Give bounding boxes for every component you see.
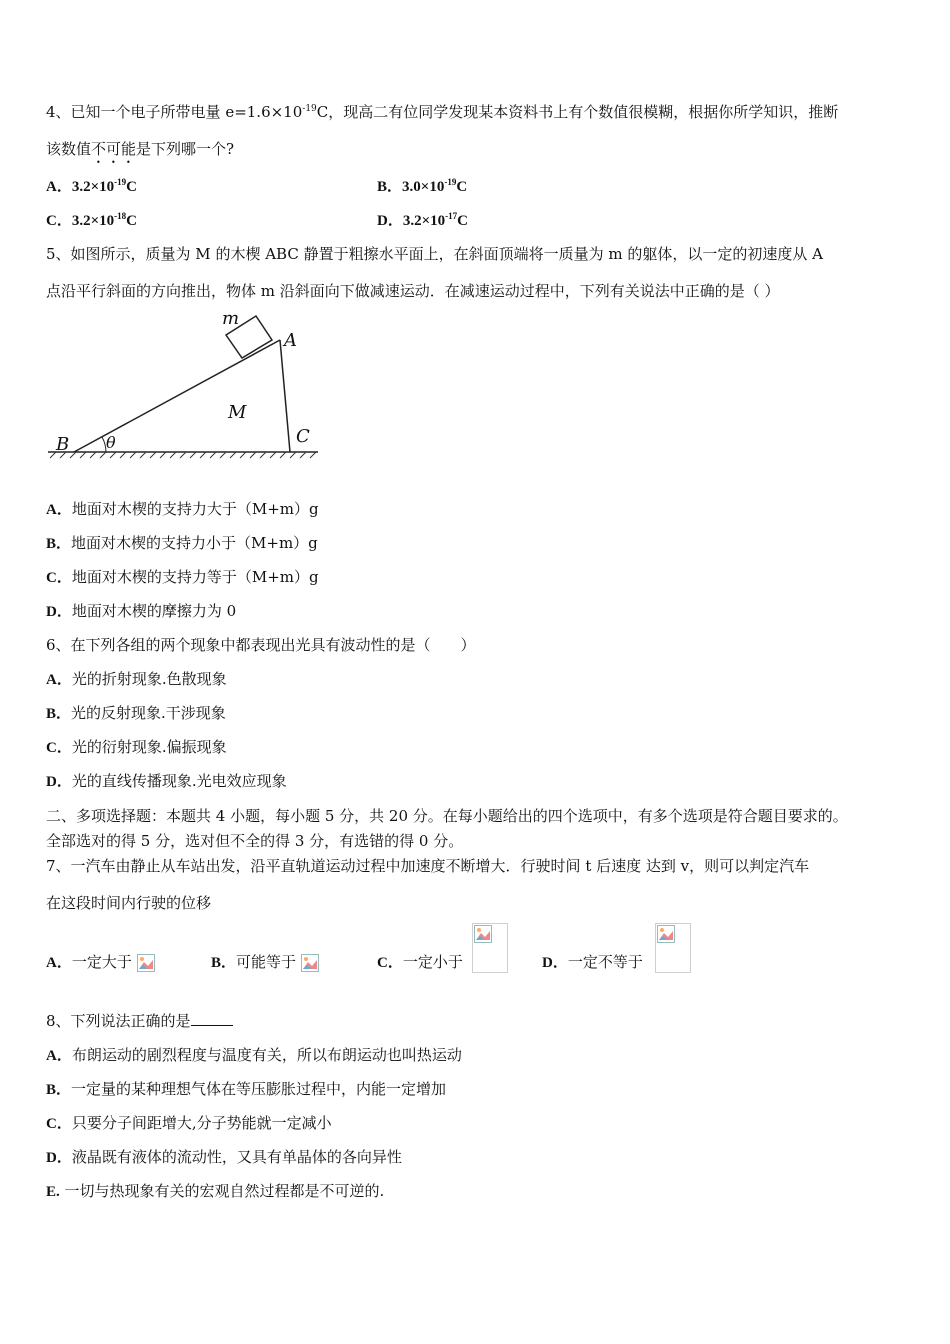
q8-option-d: D．液晶既有液体的流动性，又具有单晶体的各向异性 — [46, 1148, 402, 1166]
q4-stem-line2: 该数值不可能是下列哪一个? — [46, 140, 235, 158]
q5-option-a: A．地面对木楔的支持力大于（M+m）g — [46, 500, 319, 518]
broken-image-placeholder-d — [655, 923, 691, 973]
q4-stem-line1: 4、已知一个电子所带电量 $e=1.6\times 10^{-19}C$，现高二有位同学发现某本资料书上有个数值很模糊，根据你所学知识，推断 — [46, 103, 839, 121]
q7-stem-line1: 7、一汽车由静止从车站出发，沿平直轨道运动过程中加速度不断增大．行驶时间 t 后速度 达到 v，则可以判定汽车 — [46, 857, 810, 875]
label-b: B — [56, 434, 70, 455]
q8-option-e: E. 一切与热现象有关的宏观自然过程都是不可逆的. — [46, 1182, 385, 1200]
label-big-m: M — [228, 402, 247, 423]
q5-option-d: D．地面对木楔的摩擦力为 0 — [46, 602, 237, 620]
ground-hatching — [50, 452, 316, 458]
q4-option-c: C．$3.2\times 10^{-18}C$ — [46, 211, 137, 229]
q4-option-b: B．$3.0\times 10^{-19}C$ — [377, 177, 468, 195]
q5-option-b: B．地面对木楔的支持力小于（M+m）g — [46, 534, 318, 552]
q8-option-a: A．布朗运动的剧烈程度与温度有关，所以布朗运动也叫热运动 — [46, 1046, 462, 1064]
broken-image-icon — [301, 954, 319, 972]
broken-image-icon — [474, 925, 492, 943]
q4-option-a: A．$3.2\times 10^{-19}C$ — [46, 177, 137, 195]
label-theta: θ — [106, 433, 116, 452]
q8-option-c: C．只要分子间距增大,分子势能就一定减小 — [46, 1114, 332, 1132]
emphasis-dots-text: 不可能 — [91, 140, 137, 158]
label-m: m — [222, 308, 240, 329]
q5-stem-line2: 点沿平行斜面的方向推出，物体 m 沿斜面向下做减速运动．在减速运动过程中，下列有关说法中正确的是（ ） — [46, 282, 780, 300]
wedge-figure — [44, 308, 324, 468]
q7-option-d: D．一定不等于 — [542, 953, 643, 971]
q7-option-c: C．一定小于 — [377, 953, 463, 971]
q8-option-b: B．一定量的某种理想气体在等压膨胀过程中，内能一定增加 — [46, 1080, 447, 1098]
q7-option-b: B．可能等于 — [211, 952, 319, 973]
q6-option-b: B．光的反射现象.干涉现象 — [46, 704, 226, 722]
q7-stem-line2: 在这段时间内行驶的位移 — [46, 894, 212, 912]
q6-option-d: D．光的直线传播现象.光电效应现象 — [46, 772, 287, 790]
q6-option-c: C．光的衍射现象.偏振现象 — [46, 738, 227, 756]
section2-line1: 二、多项选择题：本题共 4 小题，每小题 5 分，共 20 分。在每小题给出的四个选项中，有多个选项是符合题目要求的。 — [46, 807, 848, 825]
label-c: C — [296, 426, 310, 447]
q7-option-a: A．一定大于 — [46, 952, 155, 973]
side-ac — [280, 340, 290, 452]
incline-ab — [74, 340, 280, 452]
q6-stem: 6、在下列各组的两个现象中都表现出光具有波动性的是（ ） — [46, 636, 476, 654]
section2-line2: 全部选对的得 5 分，选对但不全的得 3 分，有选错的得 0 分。 — [46, 832, 464, 850]
q5-option-c: C．地面对木楔的支持力等于（M+m）g — [46, 568, 319, 586]
q5-stem-line1: 5、如图所示，质量为 M 的木楔 ABC 静置于粗擦水平面上，在斜面顶端将一质量为 m 的躯体，以一定的初速度从 A — [46, 245, 823, 263]
broken-image-icon — [657, 925, 675, 943]
broken-image-icon — [137, 954, 155, 972]
q6-option-a: A．光的折射现象.色散现象 — [46, 670, 227, 688]
broken-image-placeholder-c — [472, 923, 508, 973]
q8-stem: 8、下列说法正确的是 — [46, 1011, 233, 1031]
label-a: A — [284, 330, 297, 351]
q4-option-d: D．$3.2\times 10^{-17}C$ — [377, 211, 468, 229]
answer-blank — [191, 1011, 233, 1026]
